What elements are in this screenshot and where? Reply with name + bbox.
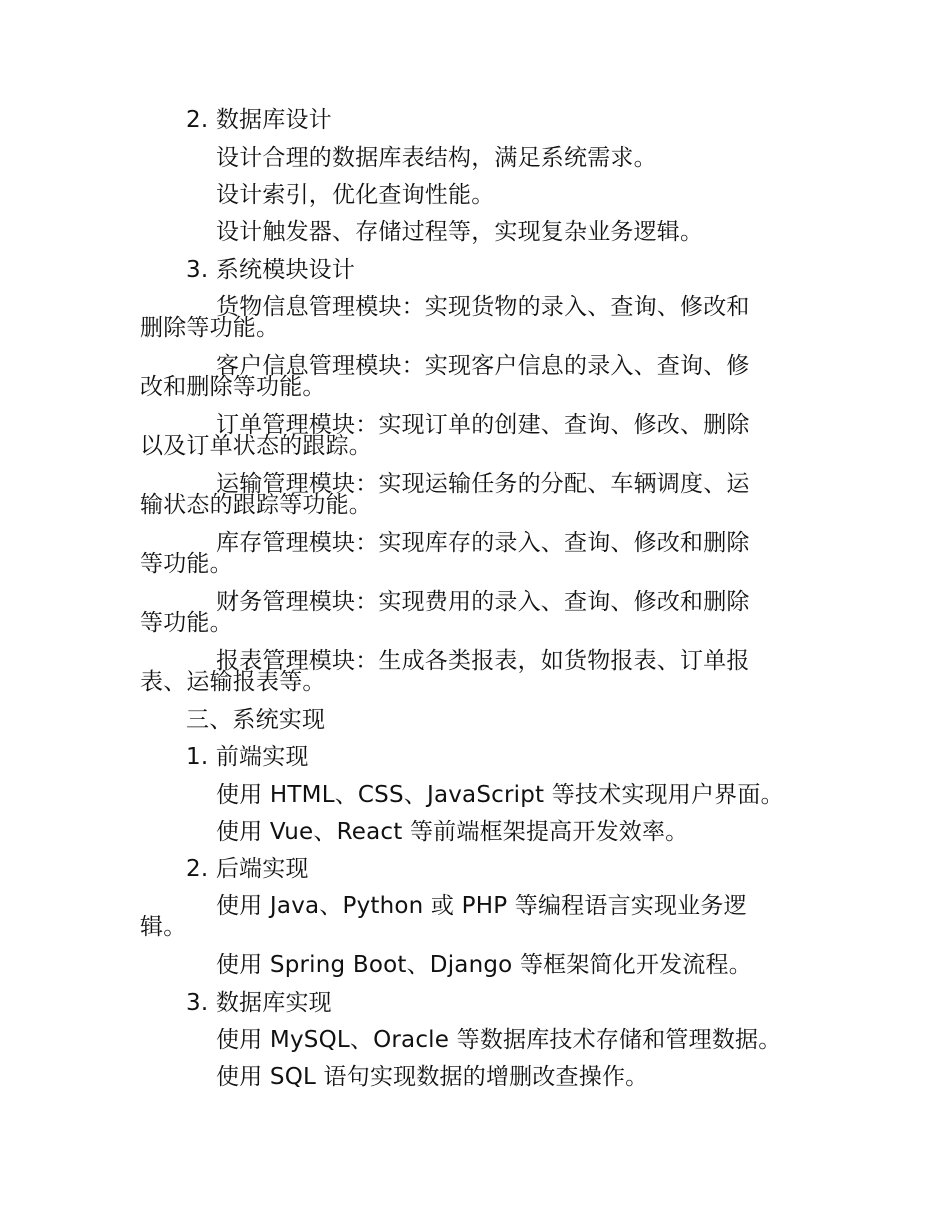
paragraph-wrap-line: 输状态的跟踪等功能。 [140,492,372,518]
section-heading-module-design: 3. 系统模块设计 [186,257,356,283]
paragraph: 使用 Vue、React 等前端框架提高开发效率。 [216,819,689,845]
paragraph-first-line: 报表管理模块：生成各类报表，如货物报表、订单报 [216,648,750,674]
paragraph: 使用 HTML、CSS、JavaScript 等技术实现用户界面。 [216,782,784,808]
paragraph-wrap-line: 辑。 [140,914,187,940]
section-heading-frontend: 1. 前端实现 [186,744,309,770]
paragraph-wrap-line: 表、运输报表等。 [140,669,326,695]
section-heading-database-impl: 3. 数据库实现 [186,990,332,1016]
chapter-heading: 三、系统实现 [186,707,326,733]
paragraph: 设计触发器、存储过程等，实现复杂业务逻辑。 [216,219,704,245]
paragraph-first-line: 库存管理模块：实现库存的录入、查询、修改和删除 [216,530,750,556]
paragraph-wrap-line: 删除等功能。 [140,315,280,341]
paragraph-first-line: 货物信息管理模块：实现货物的录入、查询、修改和 [216,294,750,320]
section-heading-backend: 2. 后端实现 [186,856,309,882]
section-heading-db-design: 2. 数据库设计 [186,107,332,133]
paragraph-wrap-line: 等功能。 [140,551,233,577]
paragraph: 设计合理的数据库表结构，满足系统需求。 [216,145,657,171]
paragraph: 使用 Spring Boot、Django 等框架简化开发流程。 [216,952,752,978]
paragraph-first-line: 使用 Java、Python 或 PHP 等编程语言实现业务逻 [216,893,747,919]
paragraph-first-line: 订单管理模块：实现订单的创建、查询、修改、删除 [216,412,750,438]
paragraph-first-line: 客户信息管理模块：实现客户信息的录入、查询、修 [216,353,750,379]
paragraph: 使用 SQL 语句实现数据的增删改查操作。 [216,1064,649,1090]
paragraph-first-line: 财务管理模块：实现费用的录入、查询、修改和删除 [216,589,750,615]
paragraph: 使用 MySQL、Oracle 等数据库技术存储和管理数据。 [216,1027,782,1053]
paragraph-wrap-line: 改和删除等功能。 [140,374,326,400]
paragraph-wrap-line: 等功能。 [140,610,233,636]
paragraph-wrap-line: 以及订单状态的跟踪。 [140,433,372,459]
paragraph: 设计索引，优化查询性能。 [216,182,495,208]
paragraph-first-line: 运输管理模块：实现运输任务的分配、车辆调度、运 [216,471,750,497]
